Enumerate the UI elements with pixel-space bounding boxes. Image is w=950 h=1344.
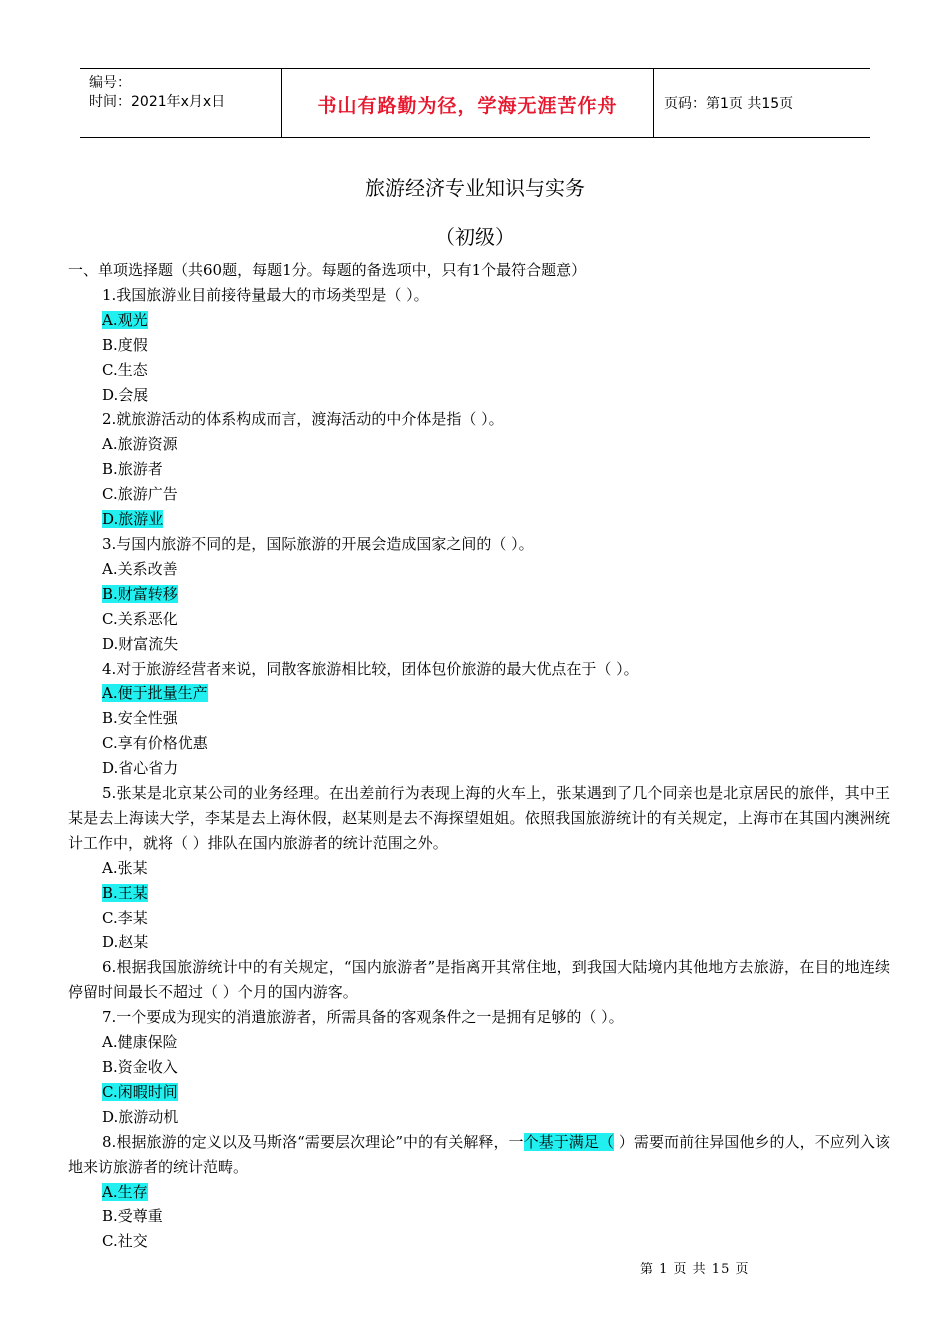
question-4-option-a: [68, 681, 890, 706]
answer-highlight: A.观光: [102, 310, 148, 329]
question-1-option-b: B.度假: [102, 335, 148, 354]
question-3-option-c: C.关系恶化: [102, 609, 178, 628]
question-4-stem: 4.对于旅游经营者来说，同散客旅游相比较，团体包价旅游的最大优点在于（ ）。: [102, 659, 639, 678]
question-7-option-c: [68, 1080, 890, 1105]
question-8-stem-start: 8.根据旅游的定义以及马斯洛“需要层次理论”中的有关解释，一: [102, 1132, 524, 1151]
question-7-option-d: D.旅游动机: [102, 1107, 179, 1126]
question-5-option-c: C.李某: [102, 908, 148, 927]
answer-highlight: B.财富转移: [102, 584, 178, 603]
question-1-option-a: [68, 308, 890, 333]
header-left-cell: [80, 69, 281, 137]
question-3-stem: 3.与国内旅游不同的是，国际旅游的开展会造成国家之间的（ ）。: [102, 534, 534, 553]
document-subtitle: （初级）: [435, 225, 515, 249]
question-5-stem: 5.张某是北京某公司的业务经理。在出差前行为表现上海的火车上，张某遇到了几个同亲也是北京居民的旅伴，其中王某是去上海读大学，李某是去上海休假，赵某则是去不海探望姐姐。依照我国旅游统计的有关规定，上海市在其国内澳洲统计工作中，就将（ ）排队在国内旅游者的统计范围之外。: [68, 784, 890, 852]
header-page-info: 页码：第1页 共15页: [664, 96, 794, 112]
document-body: [68, 258, 890, 1254]
question-4-option-b: B.安全性强: [102, 709, 178, 728]
document-date: 时间：2021年x月x日: [89, 94, 226, 110]
header-motto: 书山有路勤为径，学海无涯苦作舟: [317, 95, 618, 117]
page-footer: 第 1 页 共 15 页: [640, 1262, 750, 1277]
question-5-option-b: [68, 881, 890, 906]
question-8-option-a: [68, 1180, 890, 1205]
answer-highlight: B.王某: [102, 883, 148, 902]
answer-highlight: A.便于批量生产: [102, 684, 208, 703]
question-2-stem: 2.就旅游活动的体系构成而言，渡海活动的中介体是指（ ）。: [102, 410, 504, 429]
question-2-option-a: A.旅游资源: [102, 435, 178, 454]
header-middle-cell: [281, 69, 654, 137]
question-3-option-a: A.关系改善: [102, 559, 178, 578]
question-4-option-d: D.省心省力: [102, 759, 179, 778]
question-2-option-b: B.旅游者: [102, 460, 163, 479]
section-heading: 一、单项选择题（共60题，每题1分。每题的备选项中，只有1个最符合题意）: [68, 261, 587, 279]
question-8-stem: [68, 1130, 890, 1180]
answer-highlight: D.旅游业: [102, 510, 164, 529]
question-8-option-b: B.受尊重: [102, 1207, 163, 1226]
question-7-stem: 7.一个要成为现实的消遣旅游者，所需具备的客观条件之一是拥有足够的（ ）。: [102, 1008, 624, 1027]
question-5-option-d: D.赵某: [102, 933, 149, 952]
question-7-option-b: B.资金收入: [102, 1058, 178, 1076]
question-7-option-a: A.健康保险: [102, 1033, 178, 1052]
question-6-stem: 6.根据我国旅游统计中的有关规定，“国内旅游者”是指离开其常住地，到我国大陆境内其他地方去旅游，在目的地连续停留时间最长不超过（ ）个月的国内游客。: [68, 958, 890, 1002]
question-2-option-d: [68, 507, 890, 532]
question-1-option-c: C.生态: [102, 360, 148, 379]
question-5-option-a: A.张某: [102, 858, 148, 877]
question-8-stem-end: ）需要而前往异国他乡的人，不应列入该地来访旅游者的统计范畴。: [68, 1132, 890, 1176]
question-3-option-d: D.财富流失: [102, 634, 179, 653]
question-3-option-b: [68, 582, 890, 607]
question-4-option-c: C.享有价格优惠: [102, 734, 208, 753]
document-number-label: 编号：: [89, 75, 131, 91]
document-title: 旅游经济专业知识与实务: [365, 176, 585, 200]
answer-highlight: A.生存: [102, 1182, 148, 1201]
question-2-option-c: C.旅游广告: [102, 485, 178, 504]
question-8-option-c: C.社交: [102, 1232, 148, 1251]
header-right-cell: [654, 69, 870, 137]
question-1-stem: 1.我国旅游业目前接待量最大的市场类型是（ ）。: [102, 285, 429, 304]
question-1-option-d: D.会展: [102, 385, 149, 404]
question-8-stem-highlight: 个基于满足（: [523, 1132, 614, 1151]
answer-highlight: C.闲暇时间: [102, 1082, 178, 1101]
document-header: [80, 68, 870, 138]
